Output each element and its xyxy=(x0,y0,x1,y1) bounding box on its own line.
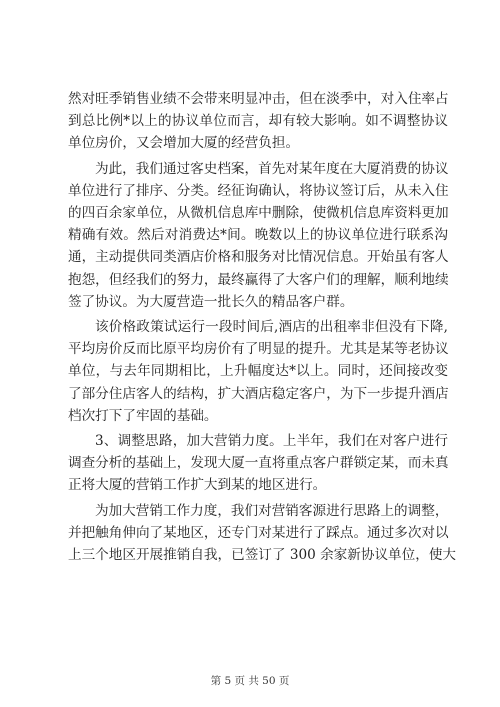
paragraph-line: 上三个地区开展推销自我，已签订了 300 余家新协议单位，使大 xyxy=(68,547,457,564)
paragraph-line: 了部分住店客人的结构，扩大酒店稳定客户，为下一步提升酒店 xyxy=(68,385,449,402)
paragraph-line: 为此，我们通过客史档案，首先对某年度在大厦消费的协议 xyxy=(95,160,449,177)
paragraph xyxy=(68,88,448,155)
paragraph-line: 然对旺季销售业绩不会带来明显冲击，但在淡季中，对入住率占 xyxy=(68,91,449,107)
paragraph-line: 3、调整思路，加大营销力度。上半年，我们在对客户进行 xyxy=(95,433,448,450)
paragraph-line: 单位进行了排序、分类。经征询确认，将协议签订后，从未入住 xyxy=(68,182,449,199)
paragraph-line: 档次打下了牢固的基础。 xyxy=(68,407,218,424)
paragraph-line: 单位房价，又会增加大厦的经营负担。 xyxy=(68,135,300,152)
paragraph-line: 该价格政策试运行一段时间后,酒店的出租率非但没有下降, xyxy=(95,319,448,336)
paragraph-line: 单位，与去年同期相比，上升幅度达*以上。同时，还间接改变 xyxy=(68,363,448,380)
paragraph-line: 到总比例*以上的协议单位而言，却有较大影响。如不调整协议 xyxy=(68,113,448,130)
paragraph-line: 签了协议。为大厦营造一批长久的精品客户群。 xyxy=(68,293,354,310)
paragraph-line: 并把触角伸向了某地区，还专门对某进行了踩点。通过多次对以 xyxy=(68,524,449,541)
paragraph-line: 的四百余家单位，从微机信息库中删除，使微机信息库资料更加 xyxy=(68,205,449,222)
paragraph xyxy=(68,500,457,567)
paragraph-line: 调查分析的基础上，发现大厦一直将重点客户群锁定某，而未真 xyxy=(68,455,449,472)
paragraph-line: 精确有效。然后对消费达*间。晚数以上的协议单位进行联系沟 xyxy=(68,227,448,244)
paragraph xyxy=(68,316,448,427)
document-body xyxy=(68,88,457,569)
paragraph xyxy=(68,158,448,313)
paragraph-line: 正将大厦的营销工作扩大到某的地区进行。 xyxy=(68,477,327,494)
paragraph-line: 平均房价反而比原平均房价有了明显的提升。尤其是某等老协议 xyxy=(68,341,449,358)
paragraph-line: 抱怨，但经我们的努力，最终赢得了大客户们的理解，顺利地续 xyxy=(68,271,449,288)
paragraph-line: 通，主动提供同类酒店价格和服务对比情况信息。开始虽有客人 xyxy=(68,249,449,266)
page-footer: 第 5 页 共 50 页 xyxy=(210,675,290,687)
paragraph xyxy=(68,430,448,497)
paragraph-line: 为加大营销工作力度，我们对营销客源进行思路上的调整， xyxy=(95,502,449,519)
